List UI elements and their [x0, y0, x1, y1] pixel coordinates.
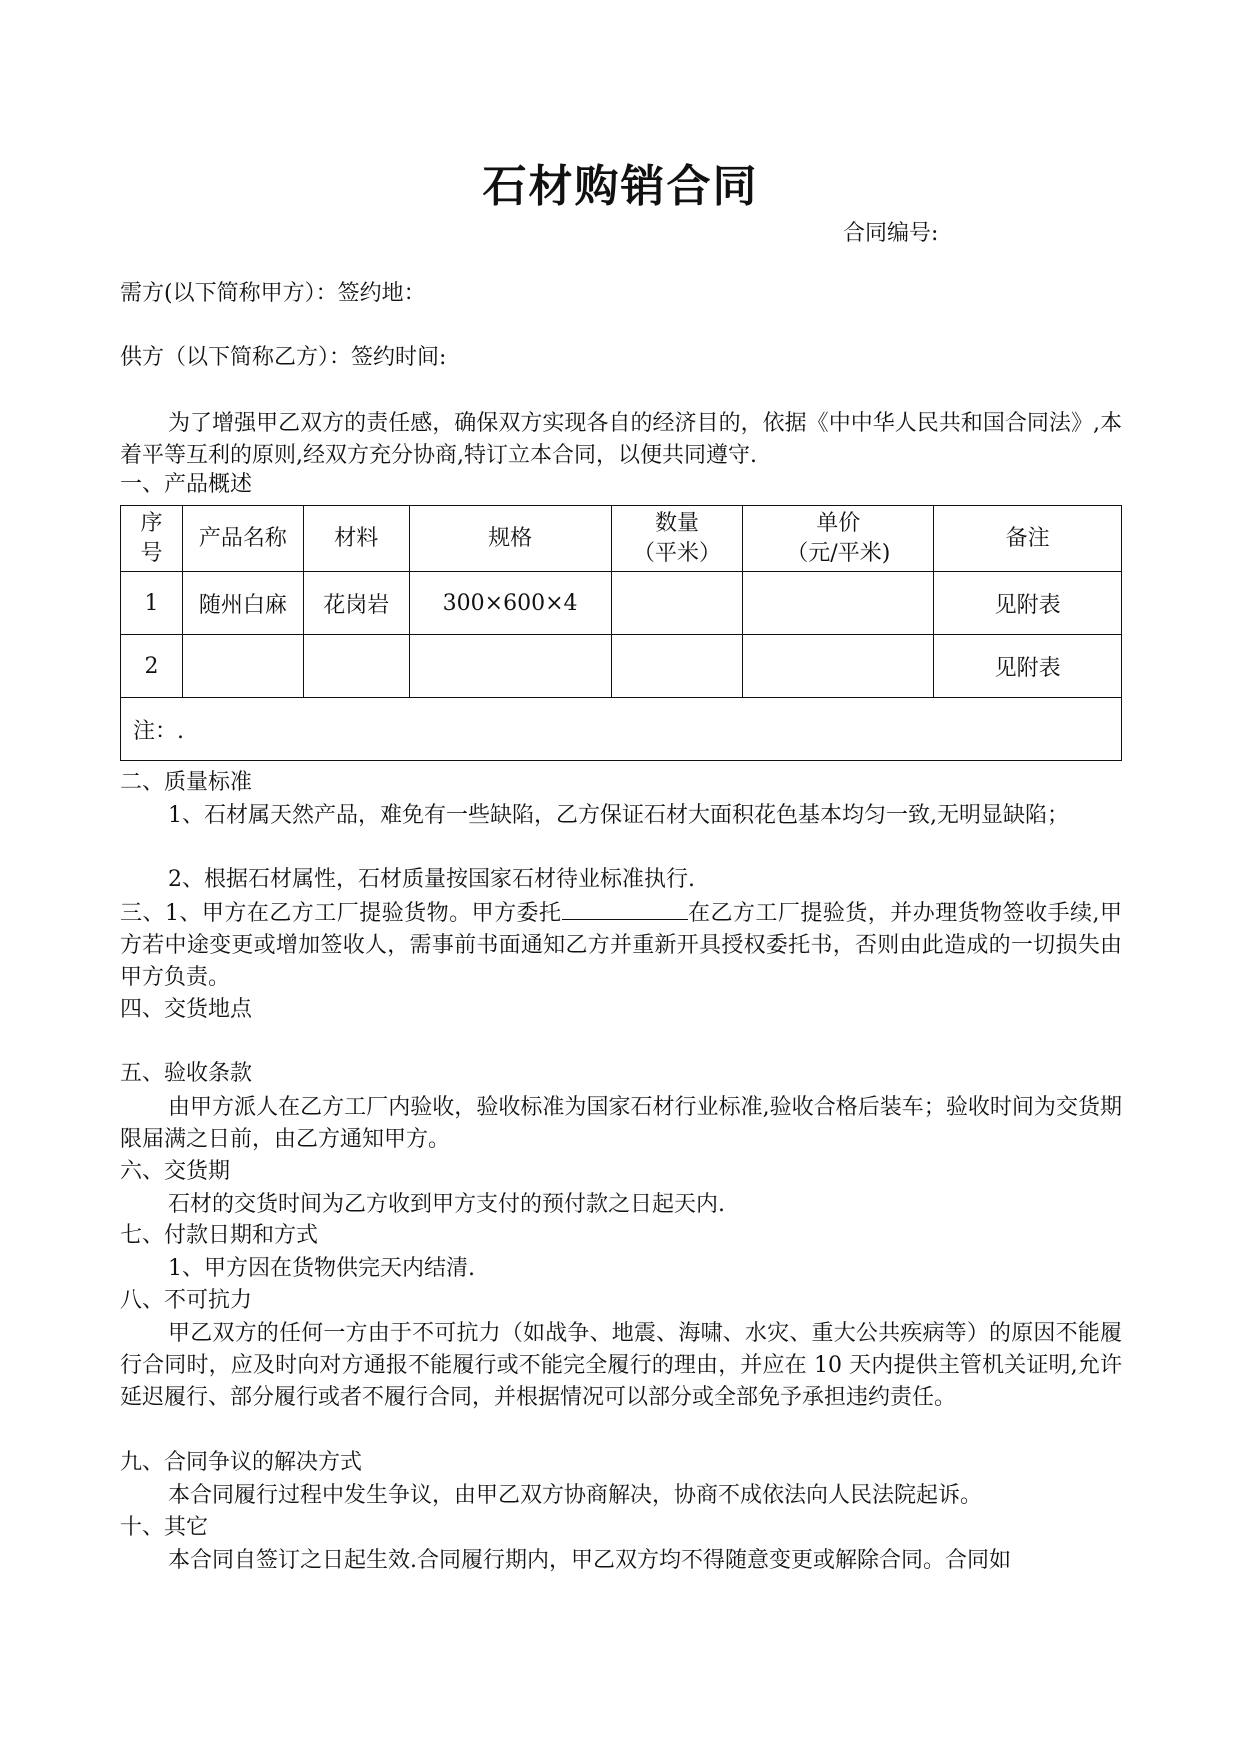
- table-cell: 见附表: [934, 635, 1122, 698]
- table-cell: [182, 635, 303, 698]
- header-cell: 备注: [934, 506, 1122, 572]
- table-header-row: [121, 506, 1122, 572]
- supplier-line: 供方（以下简称乙方）：签约时间:: [120, 345, 447, 370]
- table-cell: [611, 635, 743, 698]
- section-8-paragraph: 甲乙双方的任何一方由于不可抗力（如战争、地震、海啸、水灾、重大公共疾病等）的原因不能履行合同时，应及时向对方通报不能履行或不能完全履行的理由，并应在 10 天内提供主管机关证明,允许延迟履行、部分履行或者不履行合同，并根据情况可以部分或全部免予承担违约责任。: [120, 1321, 1122, 1410]
- section-3-text-b: 在乙方工厂提验货，并办理货物签收手续,甲方若中途变更或增加签收人，需事前书面通知乙方并重新开具授权委托书，否则由此造成的一切损失由甲方负责。: [120, 901, 1122, 990]
- table-cell: [409, 635, 611, 698]
- header-cell: 数量 （平米）: [611, 506, 743, 572]
- product-table: [120, 505, 1122, 761]
- table-row: [121, 572, 1122, 635]
- header-cell: 材料: [303, 506, 409, 572]
- section-7-heading: 七、付款日期和方式: [120, 1223, 319, 1248]
- buyer-line: 需方(以下简称甲方）：签约地：: [120, 281, 426, 306]
- section-2-heading: 二、质量标准: [120, 770, 253, 795]
- table-note-row: [121, 698, 1122, 761]
- section-2-clause-1: 1、石材属天然产品，难免有一些缺陷，乙方保证石材大面积花色基本均匀一致,无明显缺陷；: [168, 803, 1069, 828]
- section-3-paragraph: [120, 897, 1122, 994]
- section-2-clause-2: 2、根据石材属性，石材质量按国家石材待业标准执行.: [168, 867, 695, 892]
- header-cell: 序 号: [121, 506, 183, 572]
- header-cell: 产品名称: [182, 506, 303, 572]
- table-cell: 2: [121, 635, 183, 698]
- document-title: 石材购销合同: [482, 161, 759, 212]
- header-cell: 规格: [409, 506, 611, 572]
- header-cell: 单价 （元/平米): [743, 506, 934, 572]
- table-cell: 1: [121, 572, 183, 635]
- table-row: [121, 635, 1122, 698]
- section-7-paragraph: 1、甲方因在货物供完天内结清.: [168, 1256, 475, 1281]
- table-cell: 花岗岩: [303, 572, 409, 635]
- table-cell: 见附表: [934, 572, 1122, 635]
- section-9-paragraph: 本合同履行过程中发生争议，由甲乙双方协商解决，协商不成依法向人民法院起诉。: [168, 1483, 983, 1508]
- table-note: 注：.: [121, 698, 1122, 761]
- table-cell: 随州白麻: [182, 572, 303, 635]
- section-8-heading: 八、不可抗力: [120, 1288, 253, 1313]
- section-10-paragraph: 本合同自签订之日起生效.合同履行期内，甲乙双方均不得随意变更或解除合同。合同如: [168, 1548, 1011, 1573]
- table-cell: [743, 635, 934, 698]
- section-4-heading: 四、交货地点: [120, 997, 253, 1022]
- section-6-paragraph: 石材的交货时间为乙方收到甲方支付的预付款之日起天内.: [168, 1192, 725, 1217]
- section-10-heading: 十、其它: [120, 1515, 209, 1540]
- entrusted-person-blank: [562, 897, 688, 920]
- table-cell: 300×600×4: [409, 572, 611, 635]
- section-3-text-a: 三、1、甲方在乙方工厂提验货物。甲方委托: [120, 901, 562, 926]
- table-cell: [611, 572, 743, 635]
- section-5-paragraph: 由甲方派人在乙方工厂内验收，验收标准为国家石材行业标准,验收合格后装车；验收时间为交货期限届满之日前，由乙方通知甲方。: [120, 1095, 1122, 1152]
- intro-paragraph: 为了增强甲乙双方的责任感，确保双方实现各自的经济目的，依据《中中华人民共和国合同法》,本着平等互利的原则,经双方充分协商,特订立本合同，以便共同遵守.: [120, 411, 1122, 468]
- section-9-heading: 九、合同争议的解决方式: [120, 1450, 363, 1475]
- section-1-heading: 一、产品概述: [120, 472, 253, 497]
- contract-number-label: 合同编号:: [843, 221, 939, 246]
- table-cell: [303, 635, 409, 698]
- section-6-heading: 六、交货期: [120, 1159, 231, 1184]
- table-cell: [743, 572, 934, 635]
- section-5-heading: 五、验收条款: [120, 1061, 253, 1086]
